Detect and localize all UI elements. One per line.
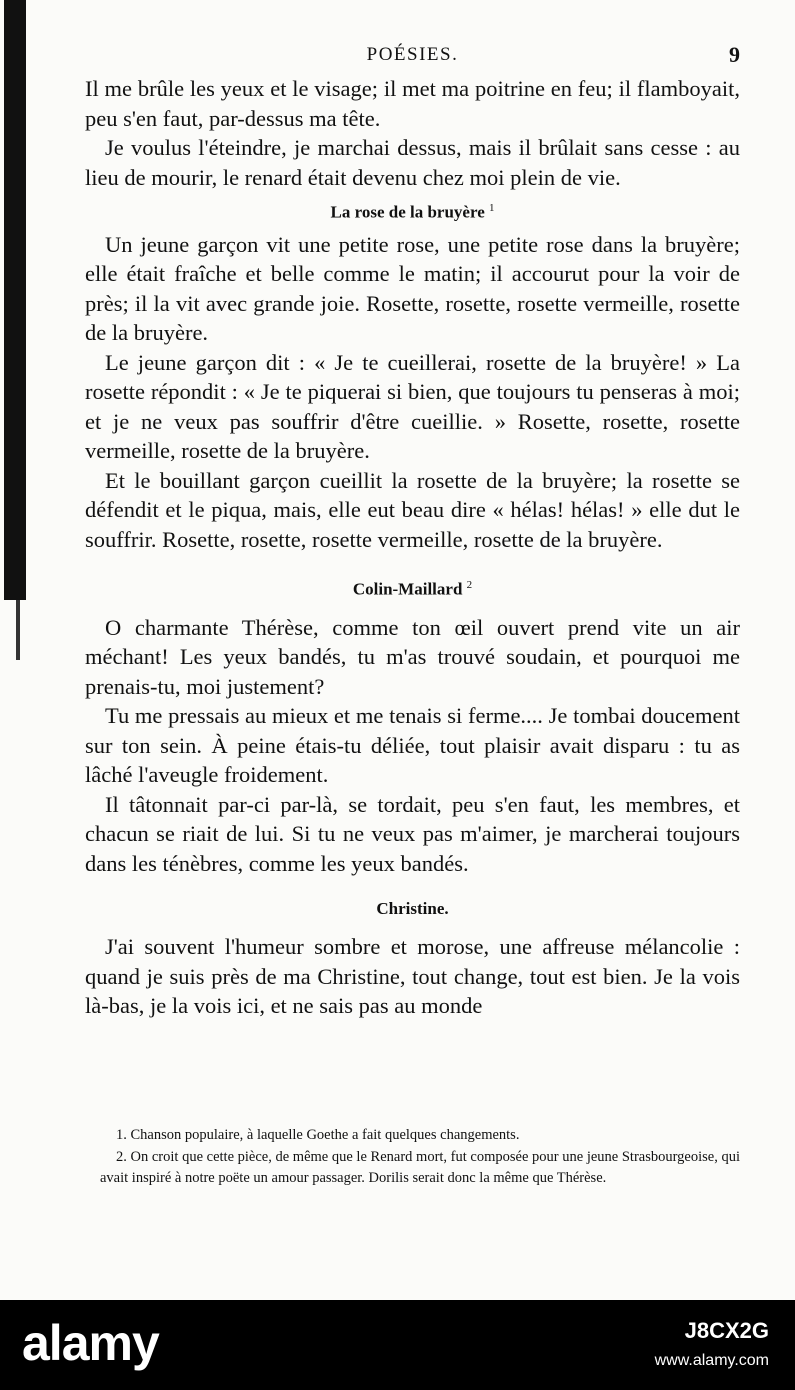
image-id: J8CX2G bbox=[684, 1318, 769, 1343]
poem-title-rose-text: La rose de la bruyère bbox=[330, 202, 485, 222]
book-spine-shadow bbox=[4, 0, 26, 600]
paragraph-renard-final: Je voulus l'éteindre, je marchai dessus, mais il brûlait sans cesse : au lieu de mourir, le renard était devenu chez moi plein de vie. bbox=[85, 135, 740, 190]
paragraph-colin-3: Il tâtonnait par-ci par-là, se tordait, peu s'en faut, les membres, et chacun se riait de lui. Si tu ne veux pas m'aimer, je marcherai toujours dans les ténèbres, comme les yeux bandés. bbox=[85, 791, 740, 876]
footnote-2: 2. On croit que cette pièce, de même que le Renard mort, fut composée pour une jeune Strasbourgeoise, qui avait inspiré à notre poëte un amour passager. Dorilis serait donc la même que Thérèse. bbox=[100, 1148, 740, 1186]
paragraph-rose-1: Un jeune garçon vit une petite rose, une petite rose dans la bruyère; elle était fraîche et belle comme le matin; il accourut pour la voir de près; il la vit avec grande joie. Rosette, rosette, rosette vermeille, rosette de la bruyère. bbox=[85, 231, 740, 346]
footnotes bbox=[100, 1125, 740, 1190]
book-spine-edge bbox=[16, 600, 20, 660]
paragraph-rose-3: Et le bouillant garçon cueillit la rosette de la bruyère; la rosette se défendit et le piqua, mais, elle eut beau dire « hélas! hélas! » elle dut le souffrir. Rosette, rosette, rosette vermeille, rosette de la bruyère. bbox=[85, 467, 740, 552]
watermark-bar bbox=[0, 1300, 795, 1390]
watermark-url: www.alamy.com bbox=[654, 1352, 769, 1369]
footnote-ref-1: 1 bbox=[489, 202, 495, 214]
paragraph-renard-end: Il me brûle les yeux et le visage; il met ma poitrine en feu; il flamboyait, peu s'en faut, par-dessus ma tête. bbox=[85, 76, 740, 131]
poem-title-christine: Christine. bbox=[376, 899, 449, 919]
paragraph-christine-1: J'ai souvent l'humeur sombre et morose, une affreuse mélancolie : quand je suis près de ma Christine, tout change, tout est bien. Je la vois là-bas, je la vois ici, et ne sais pas au monde bbox=[85, 934, 740, 1019]
poem-title-rose bbox=[85, 197, 740, 224]
main-text bbox=[85, 74, 740, 1021]
footnote-ref-2: 2 bbox=[466, 579, 473, 592]
poem-title-colin bbox=[85, 574, 740, 601]
running-head: POÉSIES. bbox=[366, 44, 459, 65]
alamy-logo: alamy bbox=[22, 1315, 159, 1371]
footnote-1: 1. Chanson populaire, à laquelle Goethe a fait quelques changements. bbox=[116, 1127, 520, 1143]
page-header bbox=[85, 44, 740, 74]
poem-title-colin-text: Colin-Maillard bbox=[352, 579, 463, 599]
page-number: 9 bbox=[729, 42, 740, 67]
paragraph-colin-2: Tu me pressais au mieux et me tenais si ferme.... Je tombai doucement sur ton sein. À peine étais-tu déliée, tout plaisir avait disparu : tu as lâché l'aveugle froidement. bbox=[85, 703, 740, 788]
paragraph-rose-2: Le jeune garçon dit : « Je te cueillerai, rosette de la bruyère! » La rosette répondit : « Je te piquerai si bien, que toujours tu penseras à moi; et je ne veux pas souffrir d'être cueillie. » Rosette, rosette, rosette vermeille, rosette de la bruyère. bbox=[85, 349, 740, 464]
paragraph-colin-1: O charmante Thérèse, comme ton œil ouvert prend vite un air méchant! Les yeux bandés, tu m'as trouvé soudain, et pourquoi me prenais-tu, moi justement? bbox=[85, 614, 740, 699]
